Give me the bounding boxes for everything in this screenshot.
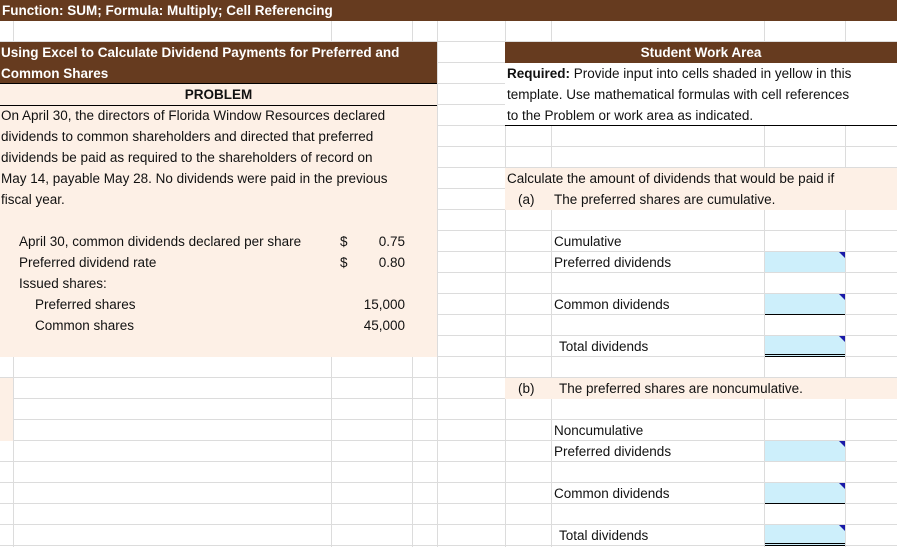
title-bar	[0, 0, 897, 21]
b-common-input[interactable]	[765, 483, 845, 504]
calc-intro-text: Calculate the amount of dividends that would be paid if	[507, 171, 835, 186]
row-label: Preferred shares	[35, 297, 136, 312]
row-value[interactable]: 15,000	[363, 297, 405, 312]
required-text: Provide input into cells shaded in yellow in this	[570, 66, 852, 81]
row-value[interactable]: 0.80	[378, 255, 405, 270]
required-note	[505, 63, 897, 126]
part-b-label: (b)	[518, 381, 535, 396]
b-total-label: Total dividends	[559, 528, 649, 543]
problem-text: May 14, payable May 28. No dividends were paid in the previous	[1, 171, 388, 186]
b-total-input[interactable]	[765, 525, 845, 546]
currency-symbol: $	[340, 234, 348, 249]
problem-text: dividends be paid as required to the shareholders of record on	[1, 150, 373, 165]
title: Function: SUM; Formula: Multiply; Cell Referencing	[2, 3, 333, 18]
required-text: template. Use mathematical formulas with cell references	[507, 87, 850, 102]
gridline	[437, 0, 438, 547]
row-label: April 30, common dividends declared per share	[19, 234, 302, 249]
problem-header-line: Using Excel to Calculate Dividend Payments for Preferred and	[1, 45, 400, 60]
work-header-text: Student Work Area	[640, 45, 762, 60]
row-label: Common shares	[35, 318, 135, 333]
part-b-row	[505, 378, 897, 399]
b-preferred-label: Preferred dividends	[554, 444, 672, 459]
required-text: to the Problem or work area as indicated.	[507, 108, 754, 123]
problem-header	[0, 42, 437, 84]
b-common-label: Common dividends	[554, 486, 670, 501]
row-value[interactable]: 0.75	[378, 234, 405, 249]
calc-intro	[505, 168, 897, 210]
a-total-label: Total dividends	[559, 339, 649, 354]
currency-symbol: $	[340, 255, 348, 270]
row-label: Preferred dividend rate	[19, 255, 157, 270]
cumulative-label: Cumulative	[554, 234, 622, 249]
problem-label: PROBLEM	[0, 84, 437, 106]
noncumulative-label: Noncumulative	[554, 423, 644, 438]
a-total-input[interactable]	[765, 336, 845, 357]
peach-strip	[0, 378, 13, 441]
row-label: Issued shares:	[19, 276, 107, 291]
b-preferred-input[interactable]	[765, 441, 845, 461]
a-common-label: Common dividends	[554, 297, 670, 312]
problem-text: fiscal year.	[1, 192, 65, 207]
required-label: Required:	[507, 66, 571, 81]
problem-text: On April 30, the directors of Florida Window Resources declared	[1, 108, 386, 123]
problem-header-line: Common Shares	[1, 66, 109, 81]
part-a-text: The preferred shares are cumulative.	[554, 192, 776, 207]
a-common-input[interactable]	[765, 294, 845, 315]
a-preferred-label: Preferred dividends	[554, 255, 672, 270]
part-b-text: The preferred shares are noncumulative.	[559, 381, 803, 396]
row-value[interactable]: 45,000	[363, 318, 405, 333]
a-preferred-input[interactable]	[765, 252, 845, 272]
problem-text: dividends to common shareholders and directed that preferred	[1, 129, 374, 144]
problem-panel	[0, 84, 437, 357]
part-a-label: (a)	[518, 192, 535, 207]
work-header	[505, 42, 897, 63]
